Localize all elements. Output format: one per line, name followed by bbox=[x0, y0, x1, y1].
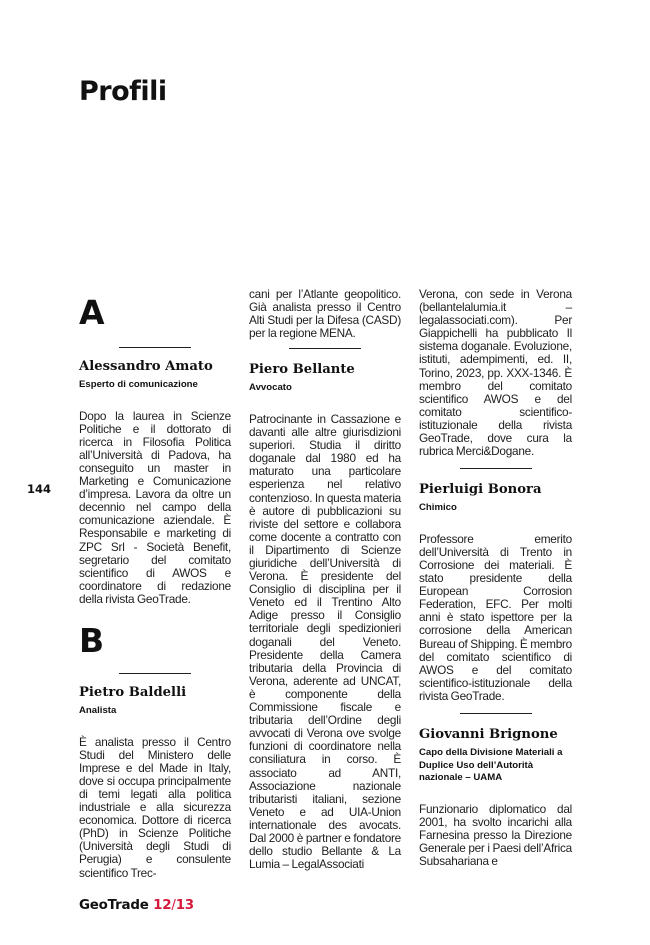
page-number: 144 bbox=[27, 482, 52, 496]
profile-bio bbox=[419, 288, 572, 458]
section-letter-b: B bbox=[79, 621, 105, 660]
profile-role: Chimico bbox=[419, 502, 457, 514]
profile-role: Capo della Divisione Materiali a Duplice Uso dell’Autorità nazionale – UAMA bbox=[419, 747, 563, 784]
footer-separator: / bbox=[171, 898, 176, 913]
footer-issue-b: 13 bbox=[175, 898, 194, 913]
bio-text: È analista presso il Centro Studi del Ministero delle Imprese e del Made in Italy, dove si occupa principalmente di temi legati alla politica industriale e alla sicurezza economica. Dottore di ricerca (PhD) in Scienze Politiche (Università degli Studi di Perugia) e consulente scientifico Trec- bbox=[79, 734, 231, 880]
profile-role: Avvocato bbox=[249, 382, 292, 394]
column-1 bbox=[79, 288, 231, 880]
profile-bio bbox=[79, 736, 231, 880]
bio-text: Dopo la laurea in Scienze Politiche e il dottorato di ricerca in Filosofia Politica all’Università di Padova, ha conseguito un master in Marketing e Comunicazione d’impresa. Lavora da oltre un decennio nel campo della comunicazione aziendale. È Responsabile e marketing di ZPC Srl - Società Benefit, segretario del comitato scientifico di AWOS e coordinatore di redazione della rivista GeoTrade. bbox=[79, 408, 231, 606]
footer-issue-a: 12 bbox=[153, 898, 172, 913]
bio-text: Patrocinante in Cassazione e davanti alle altre giurisdizioni superiori. Studia il diritto doganale dal 1980 ed ha maturato una particolare esperienza nel relativo contenzioso. In questa materia è autore di pubblicazioni su riviste del settore e collabora come docente a contratto con il Dipartimento di Scienze giuridiche dell’Università di Verona. È presidente del Consiglio di disciplina per il Veneto ed il Trentino Alto Adige presso il Consiglio territoriale degli spedizionieri doganali del Veneto. Presidente della Camera tributaria della Provincia di Verona, aderente ad UNCAT, è componente della Commissione fiscale e tributaria dell’Ordine degli avvocati di Verona ove svolge funzioni di coordinatore nella consiliatura in corso. È associato ad ANTI, Associazione nazionale tributaristi italiani, sezione Veneto e ad UIA-Union internationale des avocats. Dal 2000 è partner e fondatore dello studio Bellante & La Lumia – LegalAssociati bbox=[249, 411, 401, 872]
page-title: Profili bbox=[79, 76, 167, 107]
column-3 bbox=[419, 288, 572, 868]
footer-brand: GeoTrade bbox=[79, 898, 149, 913]
profile-name: Pietro Baldelli bbox=[79, 685, 187, 700]
bio-text: Verona, con sede in Verona (bellantelalumia.it – legalassociati.com). Per Giappichelli ha pubblicato Il sistema doganale. Evoluzione, istituti, adempimenti, ed. II, Torino, 2023, pp. XXX-1346. È membro del comitato scientifico AWOS e del comitato scientifico-istituzionale della rivista GeoTrade, dove cura la rubrica Merci&Dogane. bbox=[419, 287, 572, 459]
profile-bio bbox=[249, 288, 401, 340]
profile-bio bbox=[79, 410, 231, 606]
profile-role: Esperto di comunicazione bbox=[79, 379, 198, 390]
profile-name: Piero Bellante bbox=[249, 362, 355, 378]
profile-name: Pierluigi Bonora bbox=[419, 482, 542, 498]
profile-bio bbox=[419, 533, 572, 703]
bio-text: Funzionario diplomatico dal 2001, ha svolto incarichi alla Farnesina presso la Direzione Generale per i Paesi dell’Africa Subsahariana e bbox=[419, 801, 572, 869]
profile-role: Analista bbox=[79, 705, 117, 716]
bio-text: cani per l’Atlante geopolitico. Già analista presso il Centro Alti Studi per la Difesa (CASD) per la regione MENA. bbox=[249, 287, 401, 341]
profile-bio bbox=[249, 413, 401, 871]
bio-text: Professore emerito dell’Università di Trento in Corrosione dei materiali. È stato presidente della European Corrosion Federation, EFC. Per molti anni è stato ispettore per la corrosione della American Bureau of Shipping. È membro del comitato scientifico di AWOS e del comitato scientifico-istituzionale della rivista GeoTrade. bbox=[419, 531, 572, 703]
profile-name: Alessandro Amato bbox=[79, 359, 213, 374]
profile-bio bbox=[419, 803, 572, 868]
column-2 bbox=[249, 288, 401, 871]
footer bbox=[79, 898, 194, 913]
profile-name: Giovanni Brignone bbox=[419, 727, 558, 743]
section-letter-a: A bbox=[79, 293, 105, 332]
